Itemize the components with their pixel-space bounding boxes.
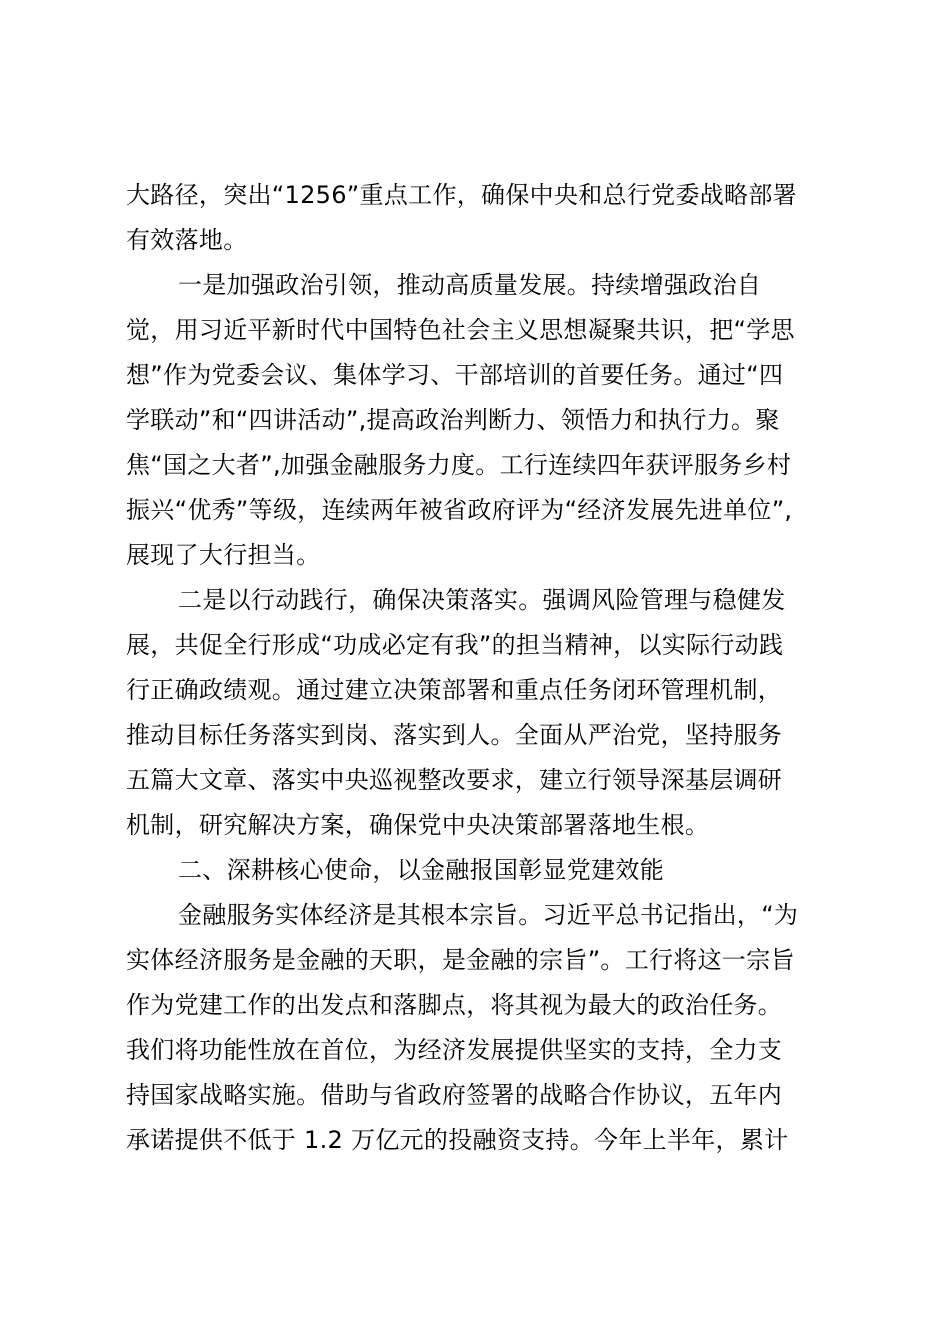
text-line: 展，共促全行形成“功成必定有我”的担当精神，以实际行动践	[126, 631, 784, 659]
text-line: 行正确政绩观。通过建立决策部署和重点任务闭环管理机制，	[126, 676, 783, 704]
text-line: 振兴“优秀”等级，连续两年被省政府评为“经济发展先进单位”,	[126, 496, 793, 524]
text-line: 我们将功能性放在首位，为经济发展提供坚实的支持，全力支	[126, 1036, 783, 1064]
text-line: 学联动”和“四讲活动”,提高政治判断力、领悟力和执行力。聚	[126, 406, 780, 434]
text-line: 持国家战略实施。借助与省政府签署的战略合作协议，五年内	[126, 1081, 783, 1109]
text-line: 推动目标任务落实到岗、落实到人。全面从严治党，坚持服务	[126, 721, 783, 749]
text-line: 想”作为党委会议、集体学习、干部培训的首要任务。通过“四	[126, 361, 784, 389]
text-line: 承诺提供不低于 1.2 万亿元的投融资支持。今年上半年，累计	[126, 1126, 789, 1154]
text-line: 觉，用习近平新时代中国特色社会主义思想凝聚共识，把“学思	[126, 316, 795, 344]
text-line: 实体经济服务是金融的天职，是金融的宗旨”。工行将这一宗旨	[126, 946, 795, 974]
text-line: 五篇大文章、落实中央巡视整改要求，建立行领导深基层调研	[126, 766, 783, 794]
section-heading: 二、深耕核心使命，以金融报国彰显党建效能	[178, 856, 664, 884]
text-line: 作为党建工作的出发点和落脚点，将其视为最大的政治任务。	[126, 991, 783, 1019]
text-line: 大路径，突出“1256”重点工作，确保中央和总行党委战略部署	[126, 181, 797, 209]
text-line: 展现了大行担当。	[126, 541, 321, 569]
text-line: 机制，研究解决方案，确保党中央决策部署落地生根。	[126, 811, 710, 839]
paragraph-start: 一是加强政治引领，推动高质量发展。持续增强政治自	[178, 271, 762, 299]
text-line: 焦“国之大者”,加强金融服务力度。工行连续四年获评服务乡村	[126, 451, 792, 479]
paragraph-start: 金融服务实体经济是其根本宗旨。习近平总书记指出，“为	[178, 901, 799, 929]
text-line: 有效落地。	[126, 226, 248, 254]
paragraph-start: 二是以行动践行，确保决策落实。强调风险管理与稳健发	[178, 586, 786, 614]
